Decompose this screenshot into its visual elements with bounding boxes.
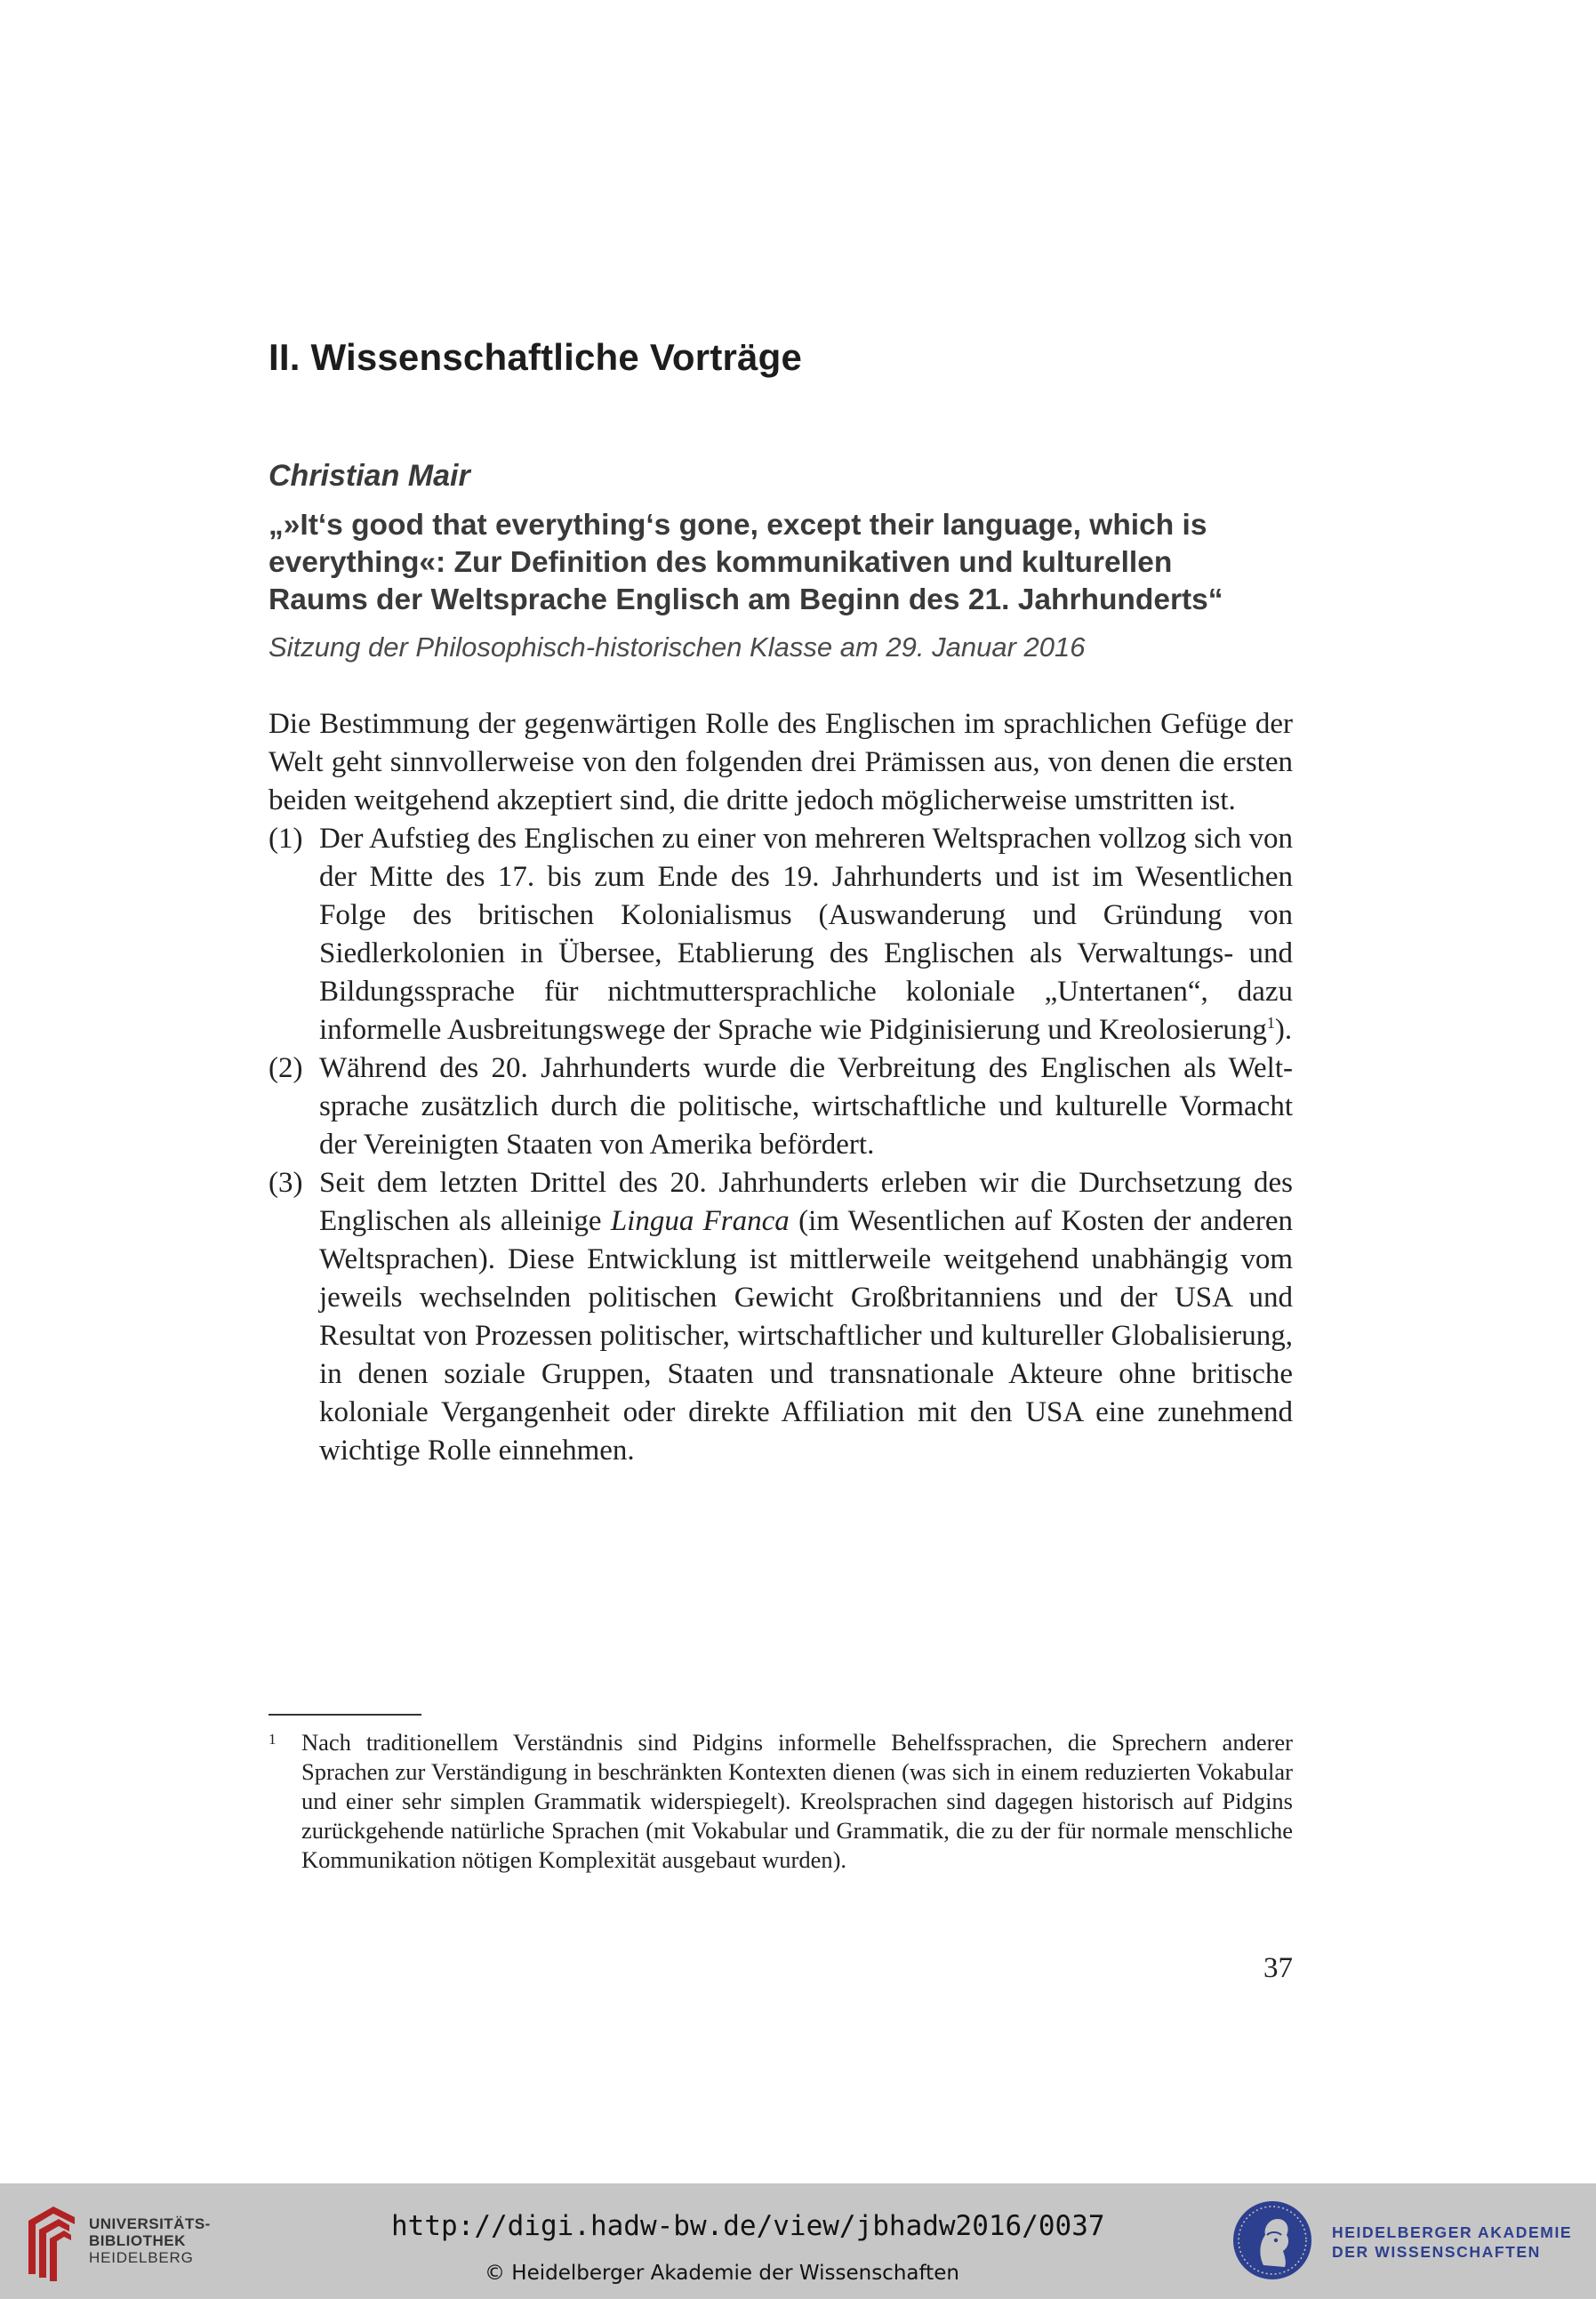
- talk-title-line: Raums der Weltsprache Englisch am Beginn des 21. Jahrhunderts“: [269, 583, 1223, 616]
- copyright-notice: © Heidelberger Akademie der Wissenschaften: [485, 2262, 959, 2285]
- university-library-logo-icon[interactable]: [20, 2201, 82, 2283]
- ub-name-line: BIBLIOTHEK: [89, 2232, 186, 2249]
- footnote: [269, 1728, 1293, 1875]
- list-item-text: Während des 20. Jahrhunderts wurde die Verbreitung des Englischen als Weltsprache zusätzlich durch die politische, wirtschaftliche und kulturelle Vormacht der Vereinigten Staaten von Amerika befördert.: [319, 1052, 1293, 1161]
- body-text: [269, 705, 1293, 1470]
- author-name: Christian Mair: [269, 459, 470, 493]
- list-item-number: (3): [269, 1167, 303, 1199]
- list-item-number: (2): [269, 1052, 303, 1084]
- university-library-name: [89, 2215, 211, 2266]
- list-item-italic-term: Lingua Franca: [610, 1205, 790, 1237]
- footnote-text: Nach traditionellem Verständnis sind Pidgins informelle Behelfssprachen, die Sprechern anderer Sprachen zur Verständigung in beschränkten Kontexten dienen (was sich in einem reduzierten Vokabular und einer sehr simplen Grammatik widerspiegelt). Kreolsprachen sind dagegen historisch auf Pidgins zurückgehende natürliche Sprachen (mit Vokabular und Grammatik, die zu der für normale menschliche Kommunikation nötigen Komplexität ausgebaut wurden).: [301, 1729, 1293, 1873]
- list-item-text-end: (im Wesentlichen auf Kosten der anderen Weltsprachen). Diese Entwicklung ist mittlerweile weitgehend unabhängig vom jeweils wechselnden politischen Gewicht Großbritanniens und der USA und Resultat von Prozessen politischer, wirtschaftlicher und kultureller Globalisierung, in denen soziale Gruppen, Staaten und transnationale Akteure ohne britische koloniale Vergangenheit oder direkte Affiliation mit den USA eine zunehmend wichtige Rolle einnehmen.: [319, 1205, 1294, 1467]
- academy-name: [1332, 2223, 1572, 2262]
- list-item-number: (1): [269, 823, 303, 855]
- list-item-text: Seit dem letzten Drittel des 20. Jahrhunderts erleben wir die Durchsetzung des Englischen als alleinige: [319, 1167, 1293, 1237]
- intro-paragraph: Die Bestimmung der gegenwärtigen Rolle des Englischen im sprachlichen Gefüge der Welt geht sinnvollerweise von den folgenden drei Prämissen aus, von denen die ersten beiden weitgehend akzeptiert sind, die dritte jedoch möglicherweise umstritten ist.: [269, 708, 1293, 816]
- ub-name-line: HEIDELBERG: [89, 2249, 194, 2266]
- list-item: [269, 1049, 1293, 1164]
- list-item-text: Der Aufstieg des Englischen zu einer von mehreren Weltsprachen vollzog sich von der Mitte des 17. bis zum Ende des 19. Jahrhunderts und ist im Wesentlichen Folge des britischen Kolonialismus (Auswanderung und Gründung von Siedlerkolonien in Übersee, Etablierung des Englischen als Verwaltungs- und Bildungssprache für nichtmuttersprachliche koloniale „Untertanen“, dazu informelle Ausbreitungswege der Sprache wie Pidginisierung und Kreolosierung: [319, 823, 1293, 1046]
- talk-title-line: „»It‘s good that everything‘s gone, except their language, which is: [269, 509, 1207, 542]
- session-info: Sitzung der Philosophisch-historischen Klasse am 29. Januar 2016: [269, 631, 1086, 663]
- talk-title: [269, 507, 1318, 619]
- footnote-mark: 1: [269, 1731, 277, 1748]
- list-item-text-end: ).: [1274, 1014, 1293, 1046]
- academy-name-line: HEIDELBERGER AKADEMIE: [1332, 2223, 1573, 2241]
- ub-name-line: UNIVERSITÄTS-: [89, 2215, 211, 2232]
- section-title: II. Wissenschaftliche Vorträge: [269, 336, 803, 378]
- footer-bar: [0, 2183, 1596, 2299]
- footnote-divider: [269, 1714, 421, 1716]
- list-item: [269, 1164, 1293, 1470]
- source-url-link[interactable]: http://digi.hadw-bw.de/view/jbhadw2016/0037: [391, 2210, 1105, 2242]
- footnote-reference[interactable]: 1: [1266, 1014, 1275, 1032]
- academy-name-line: DER WISSENSCHAFTEN: [1332, 2243, 1541, 2261]
- page-number: 37: [1263, 1952, 1293, 1984]
- premise-list: [269, 820, 1293, 1470]
- list-item: [269, 820, 1293, 1049]
- talk-title-line: everything«: Zur Definition des kommunikativen und kulturellen: [269, 546, 1173, 579]
- academy-seal-logo-icon[interactable]: [1231, 2199, 1313, 2281]
